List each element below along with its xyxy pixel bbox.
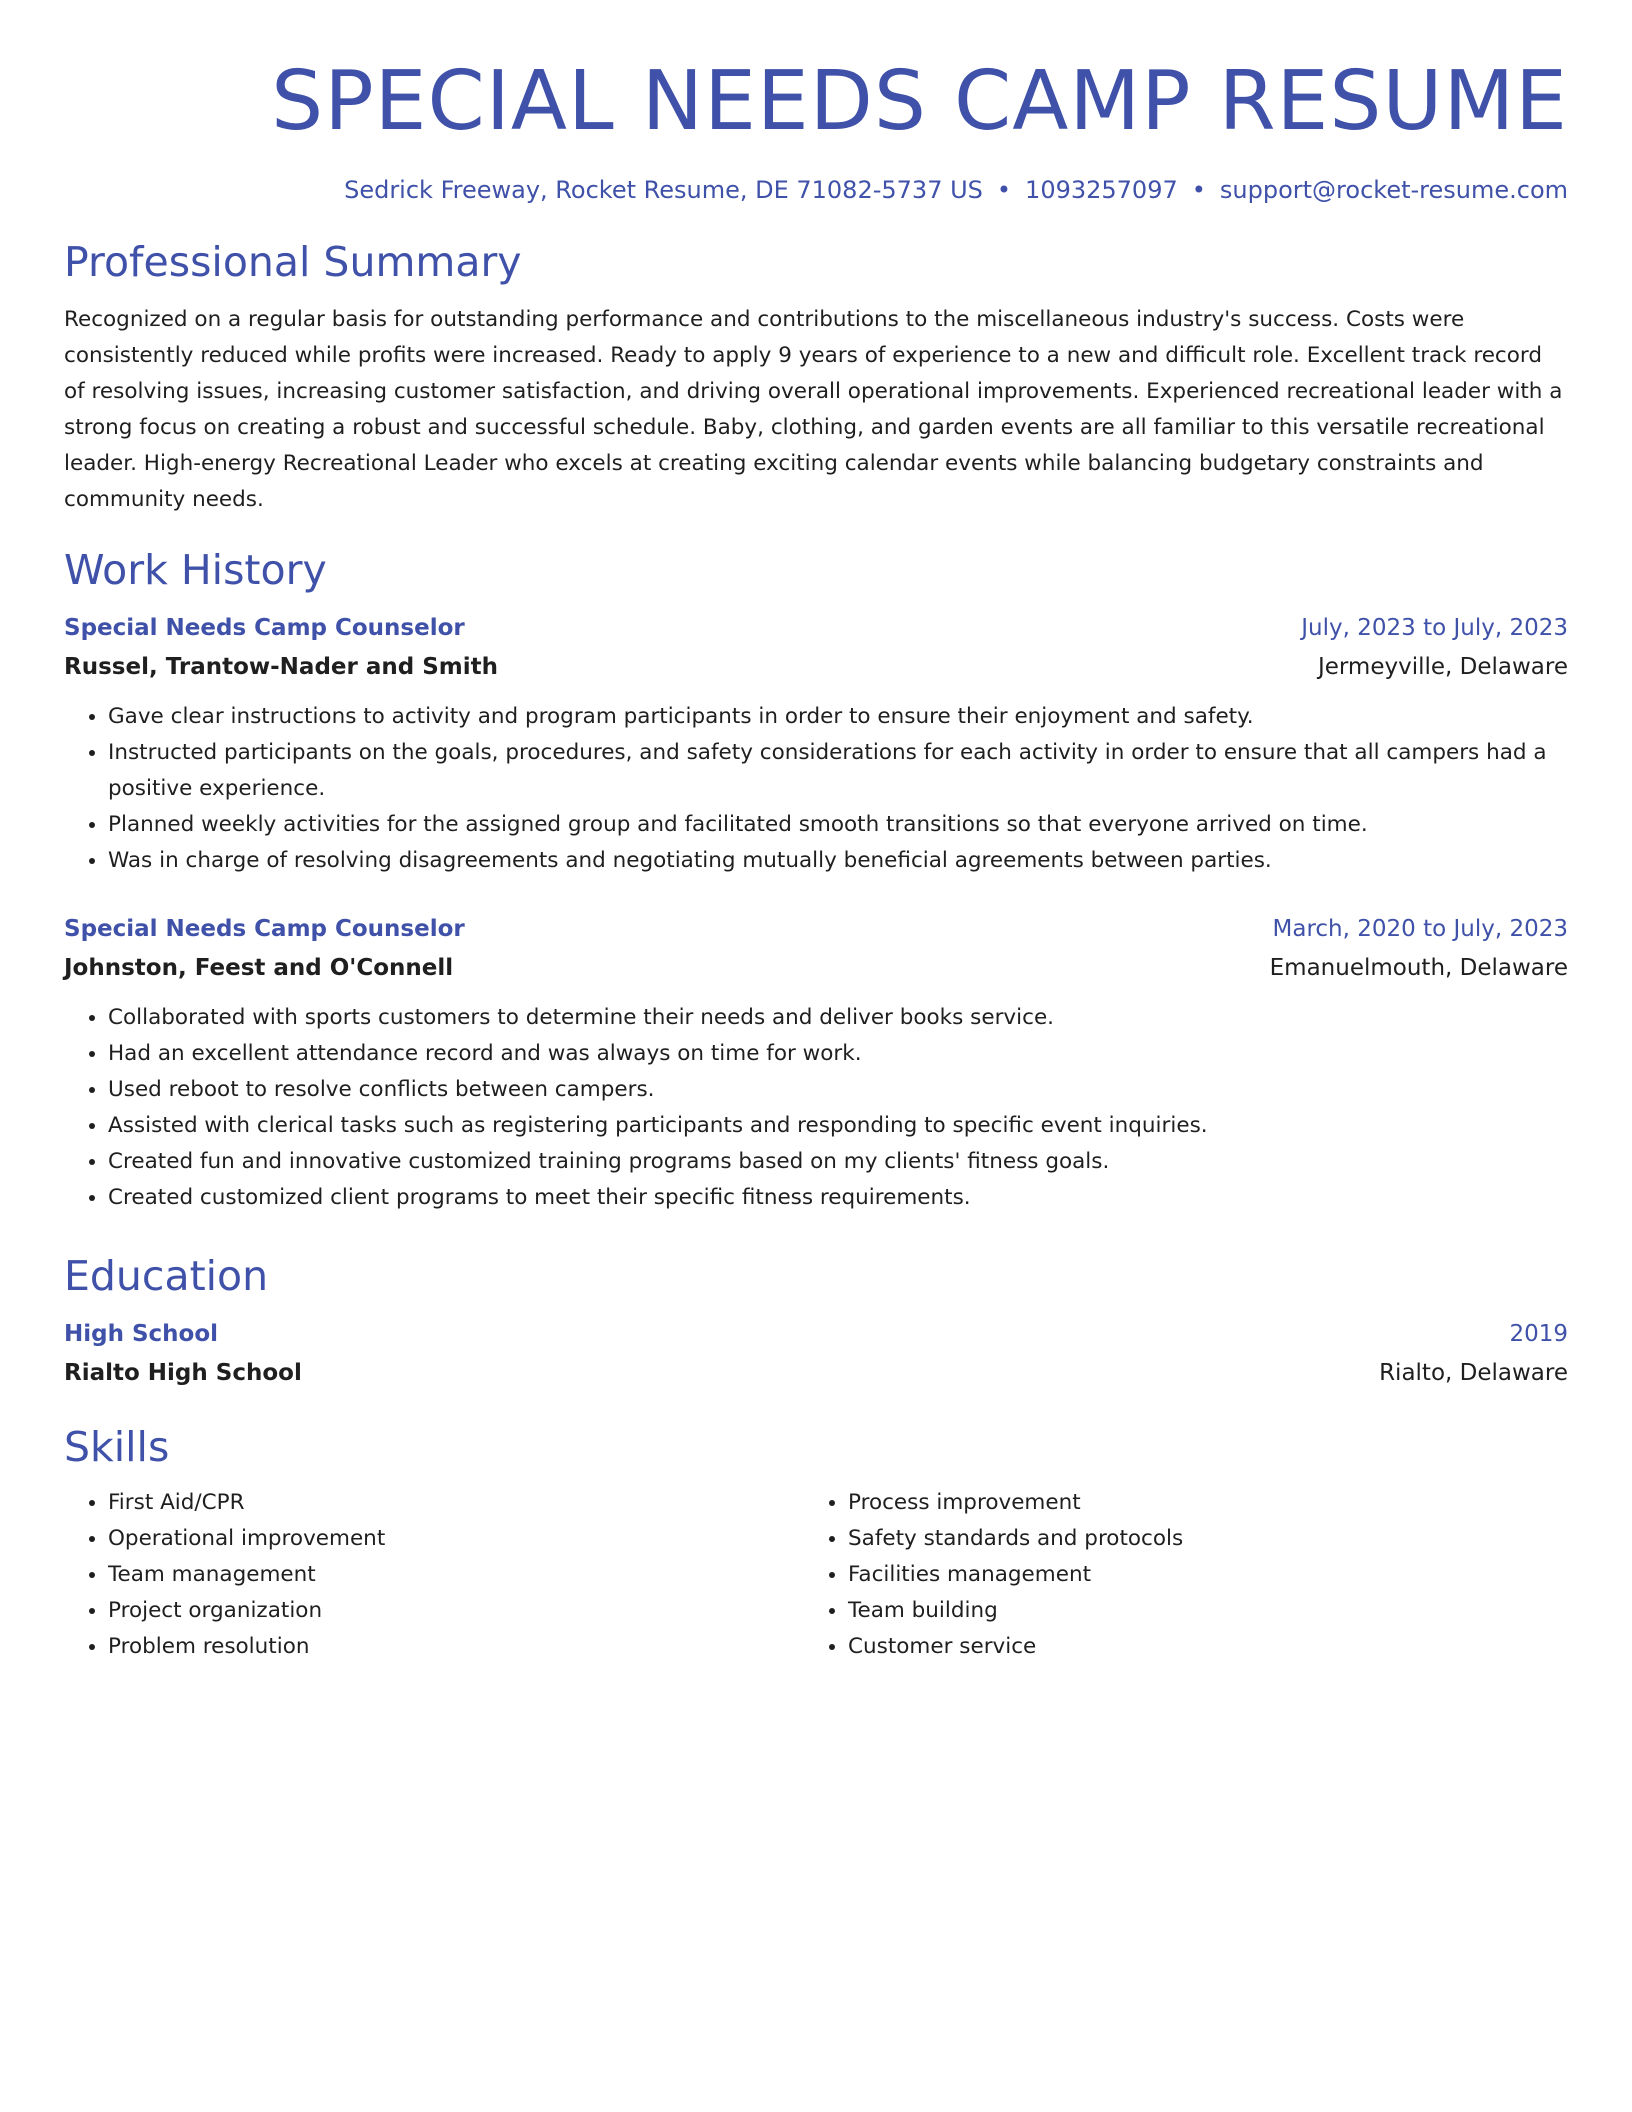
job-dates: July, 2023 to July, 2023: [1301, 615, 1568, 641]
work-entry: [64, 911, 1568, 1216]
education-entry: [64, 1316, 1568, 1391]
summary-text: Recognized on a regular basis for outstanding performance and contributions to the miscellaneous industry's success. Costs were consistently reduced while profits were increased. Ready to apply 9 years of experience to a new and difficult role. Excellent track record of resolving issues, increasing customer satisfaction, and driving overall operational improvements. Experienced recreational leader with a strong focus on creating a robust and successful schedule. Baby, clothing, and garden events are all familiar to this versatile recreational leader. High-energy Recreational Leader who excels at creating exciting calendar events while balancing budgetary constraints and community needs.: [64, 307, 1563, 512]
skills-heading: Skills: [64, 1423, 170, 1471]
summary-heading: Professional Summary: [64, 238, 522, 286]
job-bullets: [64, 699, 1568, 879]
job-title: Special Needs Camp Counselor: [64, 916, 465, 942]
job-bullet: • Gave clear instructions to activity and program participants in order to ensure their enjoyment and safety.: [108, 699, 1568, 735]
skill-item: • Problem resolution: [108, 1629, 804, 1665]
skill-item: • Process improvement: [848, 1485, 1544, 1521]
skill-item: • Project organization: [108, 1593, 804, 1629]
job-bullet: • Collaborated with sports customers to determine their needs and deliver books service.: [108, 1000, 1568, 1036]
skill-item: • Team management: [108, 1557, 804, 1593]
contact-separator: •: [996, 176, 1012, 204]
education-school: Rialto High School: [64, 1360, 302, 1386]
skill-item: • Safety standards and protocols: [848, 1521, 1544, 1557]
job-location: Jermeyville, Delaware: [1317, 654, 1568, 680]
contact-phone: 1093257097: [1025, 176, 1178, 204]
job-company: Johnston, Feest and O'Connell: [64, 955, 454, 981]
resume-header: [64, 52, 1568, 206]
job-location: Emanuelmouth, Delaware: [1269, 955, 1568, 981]
skill-item: • First Aid/CPR: [108, 1485, 804, 1521]
contact-address: Sedrick Freeway, Rocket Resume, DE 71082-5737 US: [344, 176, 983, 204]
skills-list-right: [804, 1485, 1544, 1665]
education-year: 2019: [1509, 1321, 1568, 1347]
job-bullet: • Assisted with clerical tasks such as registering participants and responding to specific event inquiries.: [108, 1108, 1568, 1144]
resume-name: SPECIAL NEEDS CAMP RESUME: [271, 54, 1568, 149]
job-bullet: • Created customized client programs to meet their specific fitness requirements.: [108, 1180, 1568, 1216]
job-bullets: [64, 1000, 1568, 1216]
skill-item: • Team building: [848, 1593, 1544, 1629]
job-bullet: • Was in charge of resolving disagreements and negotiating mutually beneficial agreements between parties.: [108, 843, 1568, 879]
education-degree: High School: [64, 1321, 219, 1347]
education-location: Rialto, Delaware: [1379, 1360, 1568, 1386]
contact-separator: •: [1191, 176, 1206, 204]
job-bullet: • Instructed participants on the goals, procedures, and safety considerations for each activity in order to ensure that all campers had a positive experience.: [108, 735, 1568, 807]
skills-columns: [64, 1485, 1568, 1665]
skill-item: • Operational improvement: [108, 1521, 804, 1557]
skill-item: • Customer service: [848, 1629, 1544, 1665]
contact-line: [64, 174, 1568, 206]
job-dates: March, 2020 to July, 2023: [1272, 916, 1568, 942]
job-bullet: • Used reboot to resolve conflicts between campers.: [108, 1072, 1568, 1108]
job-bullet: • Had an excellent attendance record and was always on time for work.: [108, 1036, 1568, 1072]
job-bullet: • Planned weekly activities for the assigned group and facilitated smooth transitions so that everyone arrived on time.: [108, 807, 1568, 843]
skill-item: • Facilities management: [848, 1557, 1544, 1593]
education-heading: Education: [64, 1252, 269, 1300]
work-entry: [64, 610, 1568, 879]
skills-list-left: [64, 1485, 804, 1665]
job-company: Russel, Trantow-Nader and Smith: [64, 654, 499, 680]
contact-email: support@rocket-resume.com: [1219, 176, 1568, 204]
job-bullet: • Created fun and innovative customized training programs based on my clients' fitness goals.: [108, 1144, 1568, 1180]
job-title: Special Needs Camp Counselor: [64, 615, 465, 641]
work-history-heading: Work History: [64, 546, 327, 594]
